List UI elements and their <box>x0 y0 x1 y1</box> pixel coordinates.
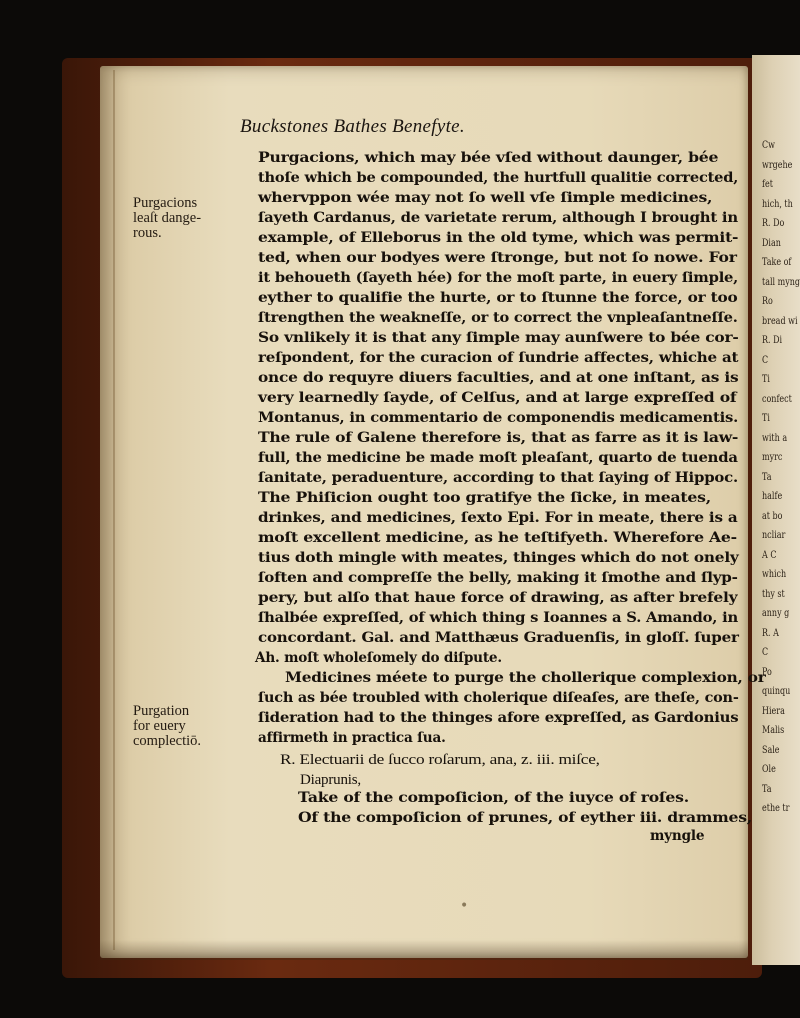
facing-text-fragment: anny g <box>762 608 790 619</box>
facing-text-fragment: R. A <box>762 627 779 639</box>
facing-text-fragment: Ti <box>762 374 770 385</box>
facing-text-fragment: R. Di <box>762 335 783 346</box>
facing-text-fragment: fet <box>762 179 773 190</box>
text-line: ſuch as bée troubled with cholerique diſeaſes, are theſe, con- <box>258 690 739 706</box>
facing-text-fragment: Ti <box>762 413 770 424</box>
text-line: Of the compoſicion of prunes, of eyther iii. drammes, <box>298 810 753 826</box>
facing-text-fragment: with a <box>762 432 788 444</box>
margin-note-purgacions: Purgacions leaſt dange- rous. <box>133 195 202 241</box>
facing-text-fragment: thy st <box>762 588 785 600</box>
text-line: The rule of Galene therefore is, that as farre as it is law- <box>258 430 739 446</box>
text-line: once do requyre diuers faculties, and at one inſtant, as is <box>258 370 739 386</box>
text-line: very learnedly ſayde, of Celſus, and at large expreſſed of <box>258 390 737 406</box>
text-line: affirmeth in practica ſua. <box>258 730 446 746</box>
text-line: So vnlikely it is that any ſimple may aunſwere to bée cor- <box>258 330 739 346</box>
text-line: ſhalbée expreſſed, of which thing s Ioannes a S. Amando, in <box>258 610 739 626</box>
text-line: Medicines méete to purge the chollerique complexion, or <box>285 670 766 686</box>
facing-text-fragment: which <box>762 569 787 580</box>
facing-text-fragment: Ro <box>762 296 773 307</box>
facing-text-fragment: Malis <box>762 725 785 736</box>
text-line: whervppon wée may not ſo well vſe ſimple medicines, <box>258 190 713 206</box>
text-line: example, of Elleborus in the old tyme, which was permit- <box>258 230 739 246</box>
text-line: ſanitate, peraduenture, according to that ſaying of Hippoc. <box>258 470 738 486</box>
text-line: reſpondent, for the curacion of ſundrie affectes, whiche at <box>258 350 739 366</box>
text-line: Diaprunis, <box>300 772 361 788</box>
facing-text-fragment: myrc <box>762 452 783 463</box>
text-line: ſtrengthen the weakneſſe, or to correct the vnpleaſantneſſe. <box>258 310 738 326</box>
facing-text-fragment: confect <box>762 393 792 405</box>
facing-text-fragment: C <box>762 354 769 366</box>
facing-text-fragment: Sale <box>762 744 780 756</box>
facing-text-fragment: A C <box>762 549 777 561</box>
facing-text-fragment: hich, th <box>762 198 793 210</box>
facing-text-fragment: ethe tr <box>762 803 790 814</box>
facing-text-fragment: Dian <box>762 237 781 249</box>
text-line: Take of the compoſicion, of the iuyce of roſes. <box>298 790 689 806</box>
facing-text-fragment: C <box>762 647 769 658</box>
facing-text-fragment: halfe <box>762 491 783 502</box>
text-line: The Phiſicion ought too gratifye the ſicke, in meates, <box>258 490 711 506</box>
text-line: thoſe which be compounded, the hurtfull qualitie corrected, <box>258 170 739 186</box>
facing-text-fragment: tall myng <box>762 276 800 288</box>
facing-text-fragment: Ta <box>762 471 772 483</box>
text-line: Montanus, in commentario de componendis medicamentis. <box>258 410 739 426</box>
text-line: it behoueth (ſayeth hée) for the moſt parte, in euery ſimple, <box>258 270 739 286</box>
facing-text-fragment: Ta <box>762 783 772 795</box>
facing-text-fragment: at bo <box>762 510 783 522</box>
text-line: ſoften and compreſſe the belly, making it ſmothe and ſlyp- <box>258 570 738 586</box>
facing-text-fragment: Take of <box>762 257 792 268</box>
text-line: tius doth mingle with meates, thinges which do not onely <box>258 550 739 566</box>
text-line: ſayeth Cardanus, de varietate rerum, although I brought in <box>258 210 738 226</box>
text-line: moſt excellent medicine, as he teſtifyeth. Wherefore Ae- <box>258 530 737 546</box>
facing-text-fragment: Ole <box>762 764 776 775</box>
text-line: myngle <box>650 828 705 844</box>
text-line: ſideration had to the thinges afore expreſſed, as Gardonius <box>258 710 739 726</box>
facing-text-fragment: R. Do <box>762 218 785 229</box>
text-line: drinkes, and medicines, ſexto Epi. For in meate, there is a <box>258 510 738 526</box>
text-line: Ah. moſt wholeſomely do diſpute. <box>255 650 502 666</box>
text-line: Purgacions, which may bée vſed without daunger, bée <box>258 150 719 166</box>
text-line: concordant. Gal. and Matthæus Graduenſis, in gloſſ. ſuper <box>258 630 739 646</box>
text-line: eyther to qualifie the hurte, or to ſtunne the force, or too <box>258 290 738 306</box>
page-stain: • <box>460 898 469 914</box>
running-head: Buckstones Bathes Benefyte. <box>240 116 465 137</box>
page-gutter <box>113 70 115 950</box>
text-line: pery, but alſo that haue force of drawing, as after brefely <box>258 590 738 606</box>
text-line: R. Electuarii de ſucco roſarum, ana, z. iii. miſce, <box>280 752 600 768</box>
facing-text-fragment: Po <box>762 666 772 678</box>
facing-text-fragment: Hiera <box>762 705 785 717</box>
text-line: full, the medicine be made moſt pleaſant, quarto de tuenda <box>258 450 738 466</box>
text-line: ted, when our bodyes were ſtronge, but not ſo nowe. For <box>258 250 737 266</box>
facing-text-fragment: ncliar <box>762 530 786 541</box>
facing-text-fragment: quinqu <box>762 686 791 697</box>
page-bottom-shadow <box>100 940 748 960</box>
facing-text-fragment: Cw <box>762 140 775 151</box>
facing-text-fragment: wrgehe <box>762 159 793 171</box>
margin-note-purgation: Purgation for euery complectiō. <box>133 703 202 749</box>
facing-text-fragment: bread wi <box>762 315 798 327</box>
